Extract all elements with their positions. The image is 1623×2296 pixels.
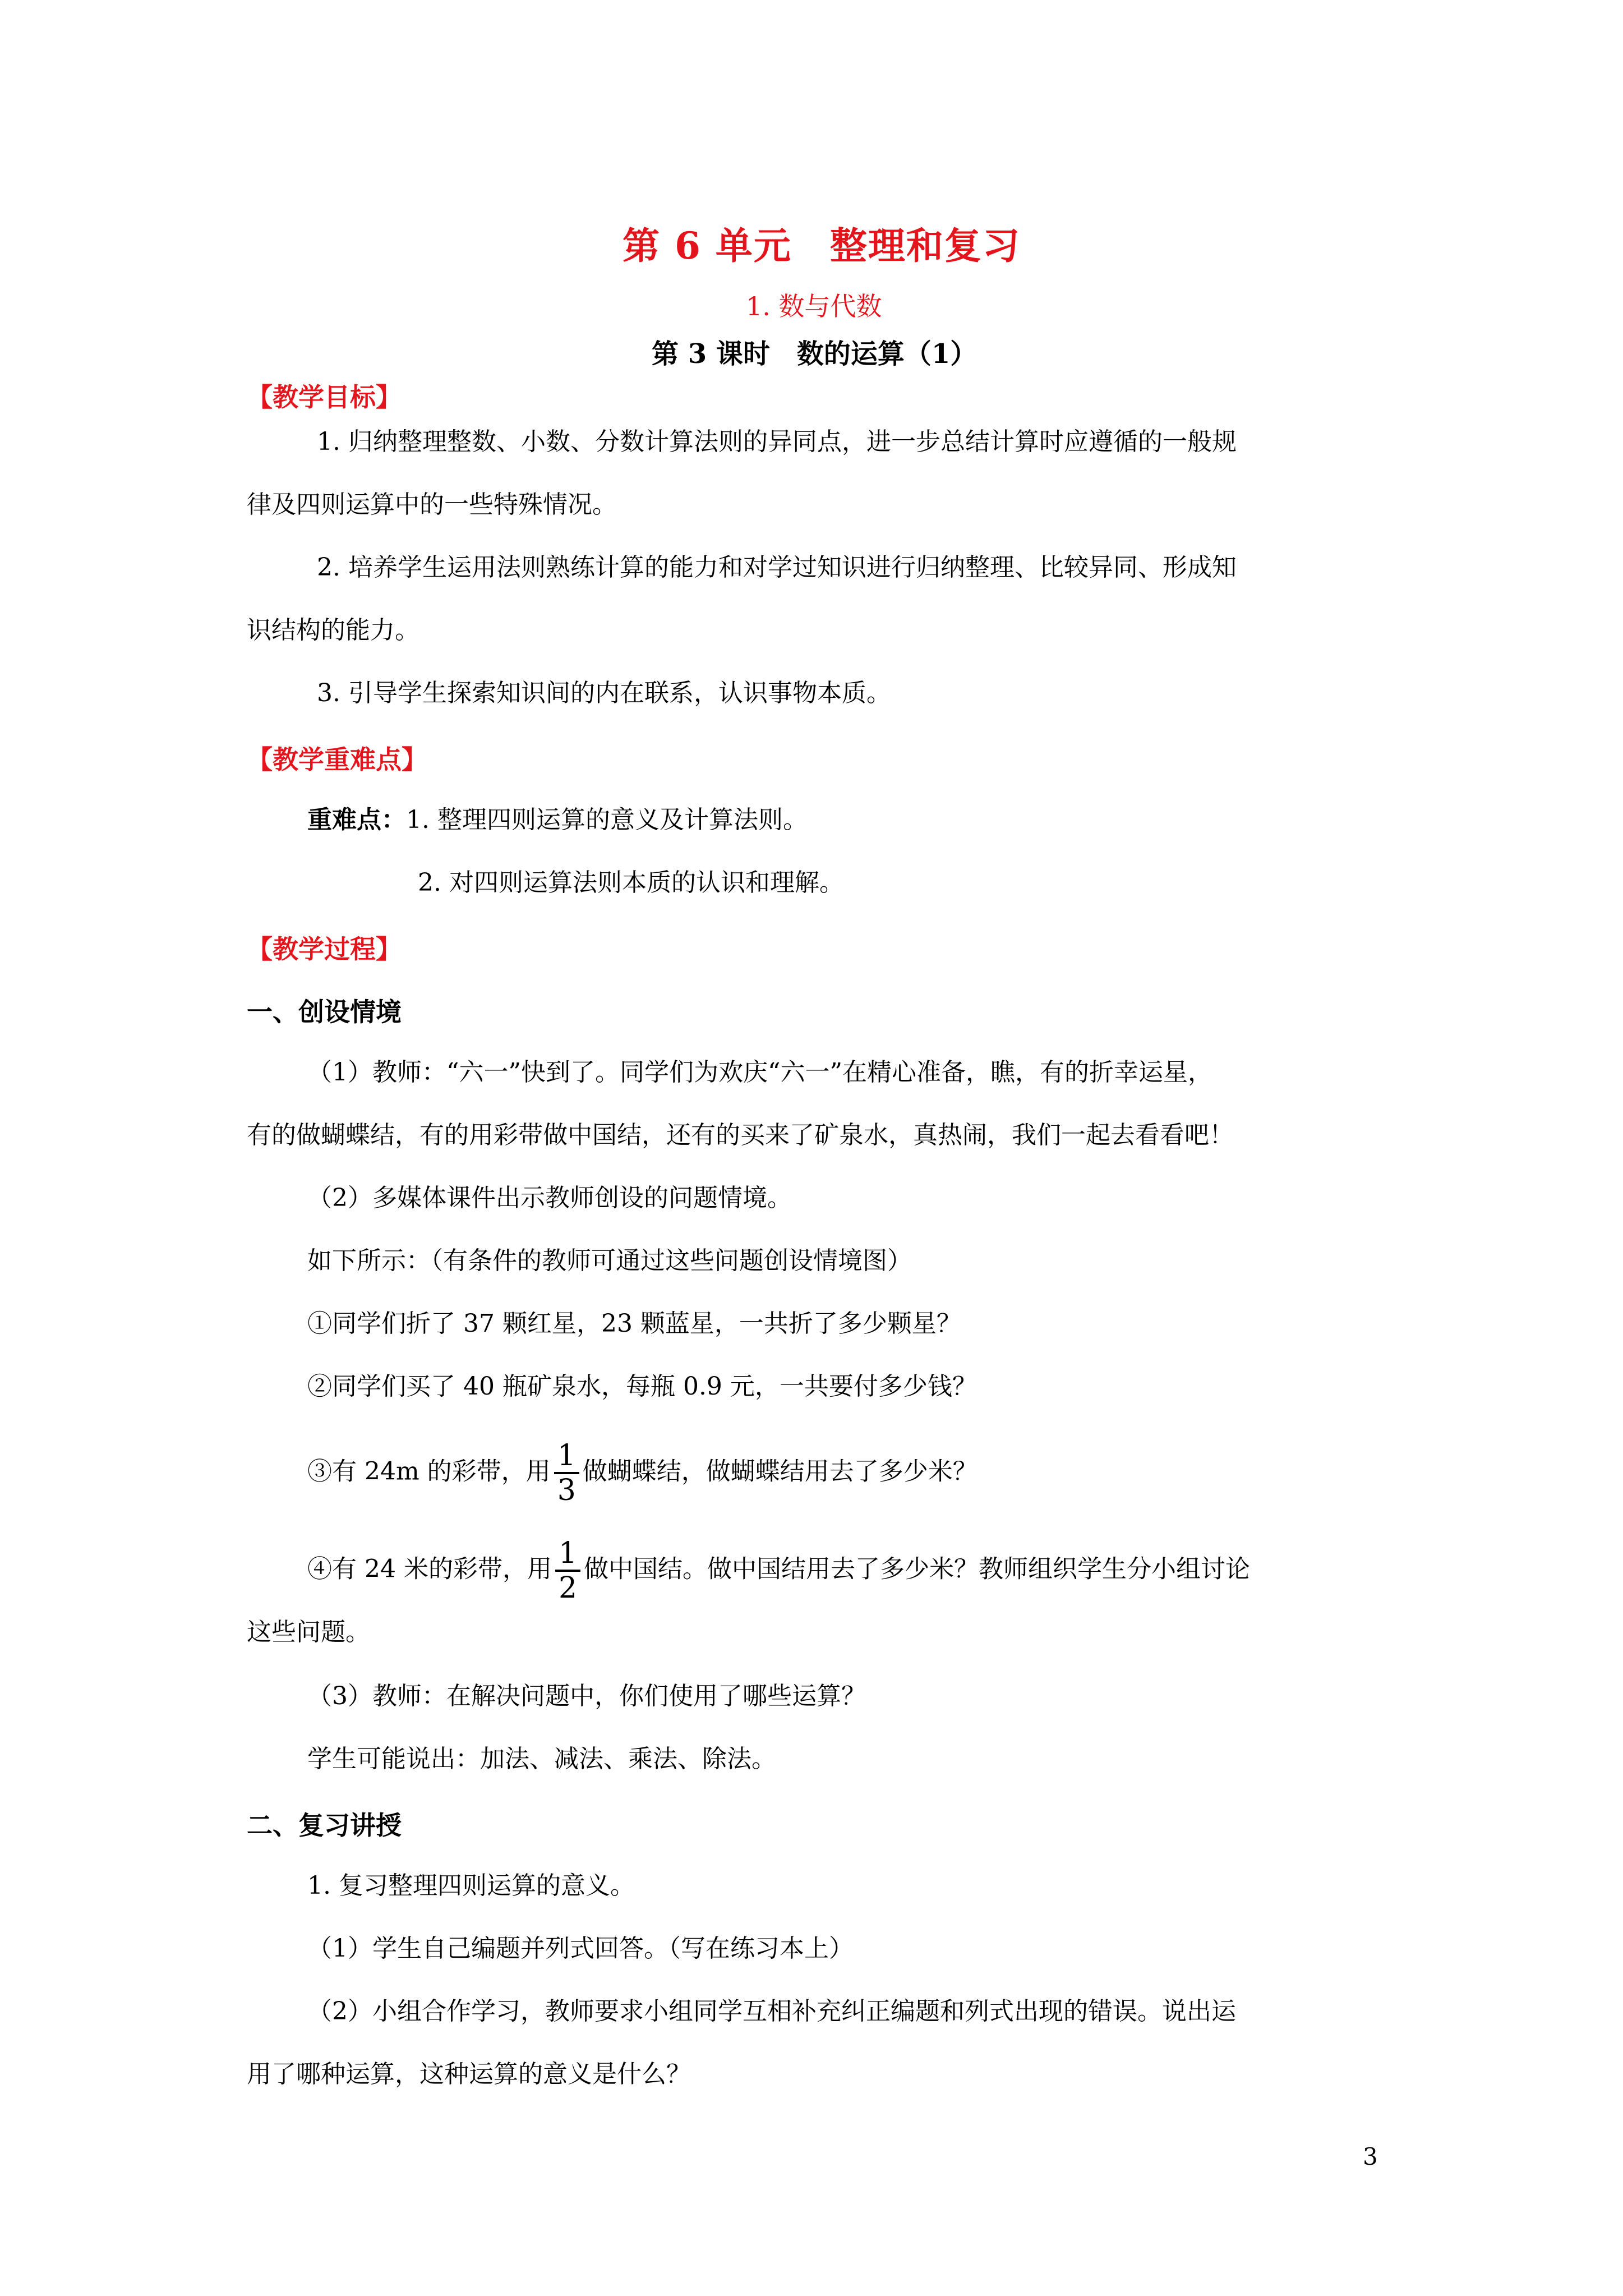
question-1: ①同学们折了 37 颗红星，23 颗蓝星，一共折了多少颗星？ [307,1309,961,1338]
part-1-para-4: （3）教师：在解决问题中，你们使用了哪些运算？ [307,1682,866,1710]
part-2-step-3-line-2: 用了哪种运算，这种运算的意义是什么？ [247,2060,691,2088]
part-1-heading: 一、创设情境 [247,997,402,1027]
keypoint-2: 2. 对四则运算法则本质的认识和理解。 [418,868,844,897]
question-4 [307,1537,1250,1604]
part-1-para-5: 学生可能说出：加法、减法、乘法、除法。 [307,1745,776,1773]
process-heading: 【教学过程】 [247,934,402,964]
part-1-para-1-line-2: 有的做蝴蝶结，有的用彩带做中国结，还有的买来了矿泉水，真热闹，我们一起去看看吧！ [247,1121,1234,1149]
goals-heading: 【教学目标】 [247,382,402,412]
fraction-numerator: 1 [555,1537,580,1572]
page-number: 3 [1363,2143,1378,2170]
goal-3: 3. 引导学生探索知识间的内在联系，认识事物本质。 [317,679,891,707]
fraction-one-third [554,1439,579,1507]
part-1-para-1-line-1: （1）教师：“六一”快到了。同学们为欢庆“六一”在精心准备，瞧，有的折幸运星， [307,1058,1212,1087]
goal-2-line-2: 识结构的能力。 [247,616,419,645]
question-3-lead: ③有 24m 的彩带，用 [307,1457,551,1486]
part-2-step-1: 1. 复习整理四则运算的意义。 [307,1871,635,1900]
question-4-lead: ④有 24 米的彩带，用 [307,1554,552,1584]
lesson-title: 第 3 课时 数的运算（1） [652,338,978,370]
fraction-one-half [555,1537,580,1604]
question-4-line-2: 这些问题。 [247,1618,370,1646]
part-2-heading: 二、复习讲授 [247,1810,402,1841]
unit-subtitle: 1. 数与代数 [746,291,882,321]
part-1-para-2: （2）多媒体课件出示教师创设的问题情境。 [307,1184,792,1212]
question-4-tail: 做中国结。做中国结用去了多少米？教师组织学生分小组讨论 [584,1554,1251,1584]
goal-1-line-2: 律及四则运算中的一些特殊情况。 [247,490,617,519]
keypoint-1-text: 1. 整理四则运算的意义及计算法则。 [406,806,808,834]
part-2-step-3-line-1: （2）小组合作学习，教师要求小组同学互相补充纠正编题和列式出现的错误。说出运 [307,1997,1236,2026]
keypoints-label: 重难点： [307,806,406,834]
page-title: 第 6 单元 整理和复习 [623,224,1021,268]
goal-2-line-1: 2. 培养学生运用法则熟练计算的能力和对学过知识进行归纳整理、比较异同、形成知 [317,553,1237,582]
keypoint-1 [307,803,808,837]
question-2: ②同学们买了 40 瓶矿泉水，每瓶 0.9 元，一共要付多少钱？ [307,1372,977,1401]
part-2-step-2: （1）学生自己编题并列式回答。（写在练习本上） [307,1934,854,1963]
question-3-tail: 做蝴蝶结，做蝴蝶结用去了多少米？ [582,1457,978,1486]
question-3 [307,1439,978,1507]
keypoints-heading: 【教学重难点】 [247,744,427,775]
goal-1-line-1: 1. 归纳整理整数、小数、分数计算法则的异同点，进一步总结计算时应遵循的一般规 [317,427,1237,456]
fraction-denominator: 2 [558,1571,578,1605]
fraction-denominator: 3 [557,1474,576,1507]
fraction-numerator: 1 [554,1439,579,1474]
part-1-para-3: 如下所示：（有条件的教师可通过这些问题创设情境图） [307,1246,912,1275]
